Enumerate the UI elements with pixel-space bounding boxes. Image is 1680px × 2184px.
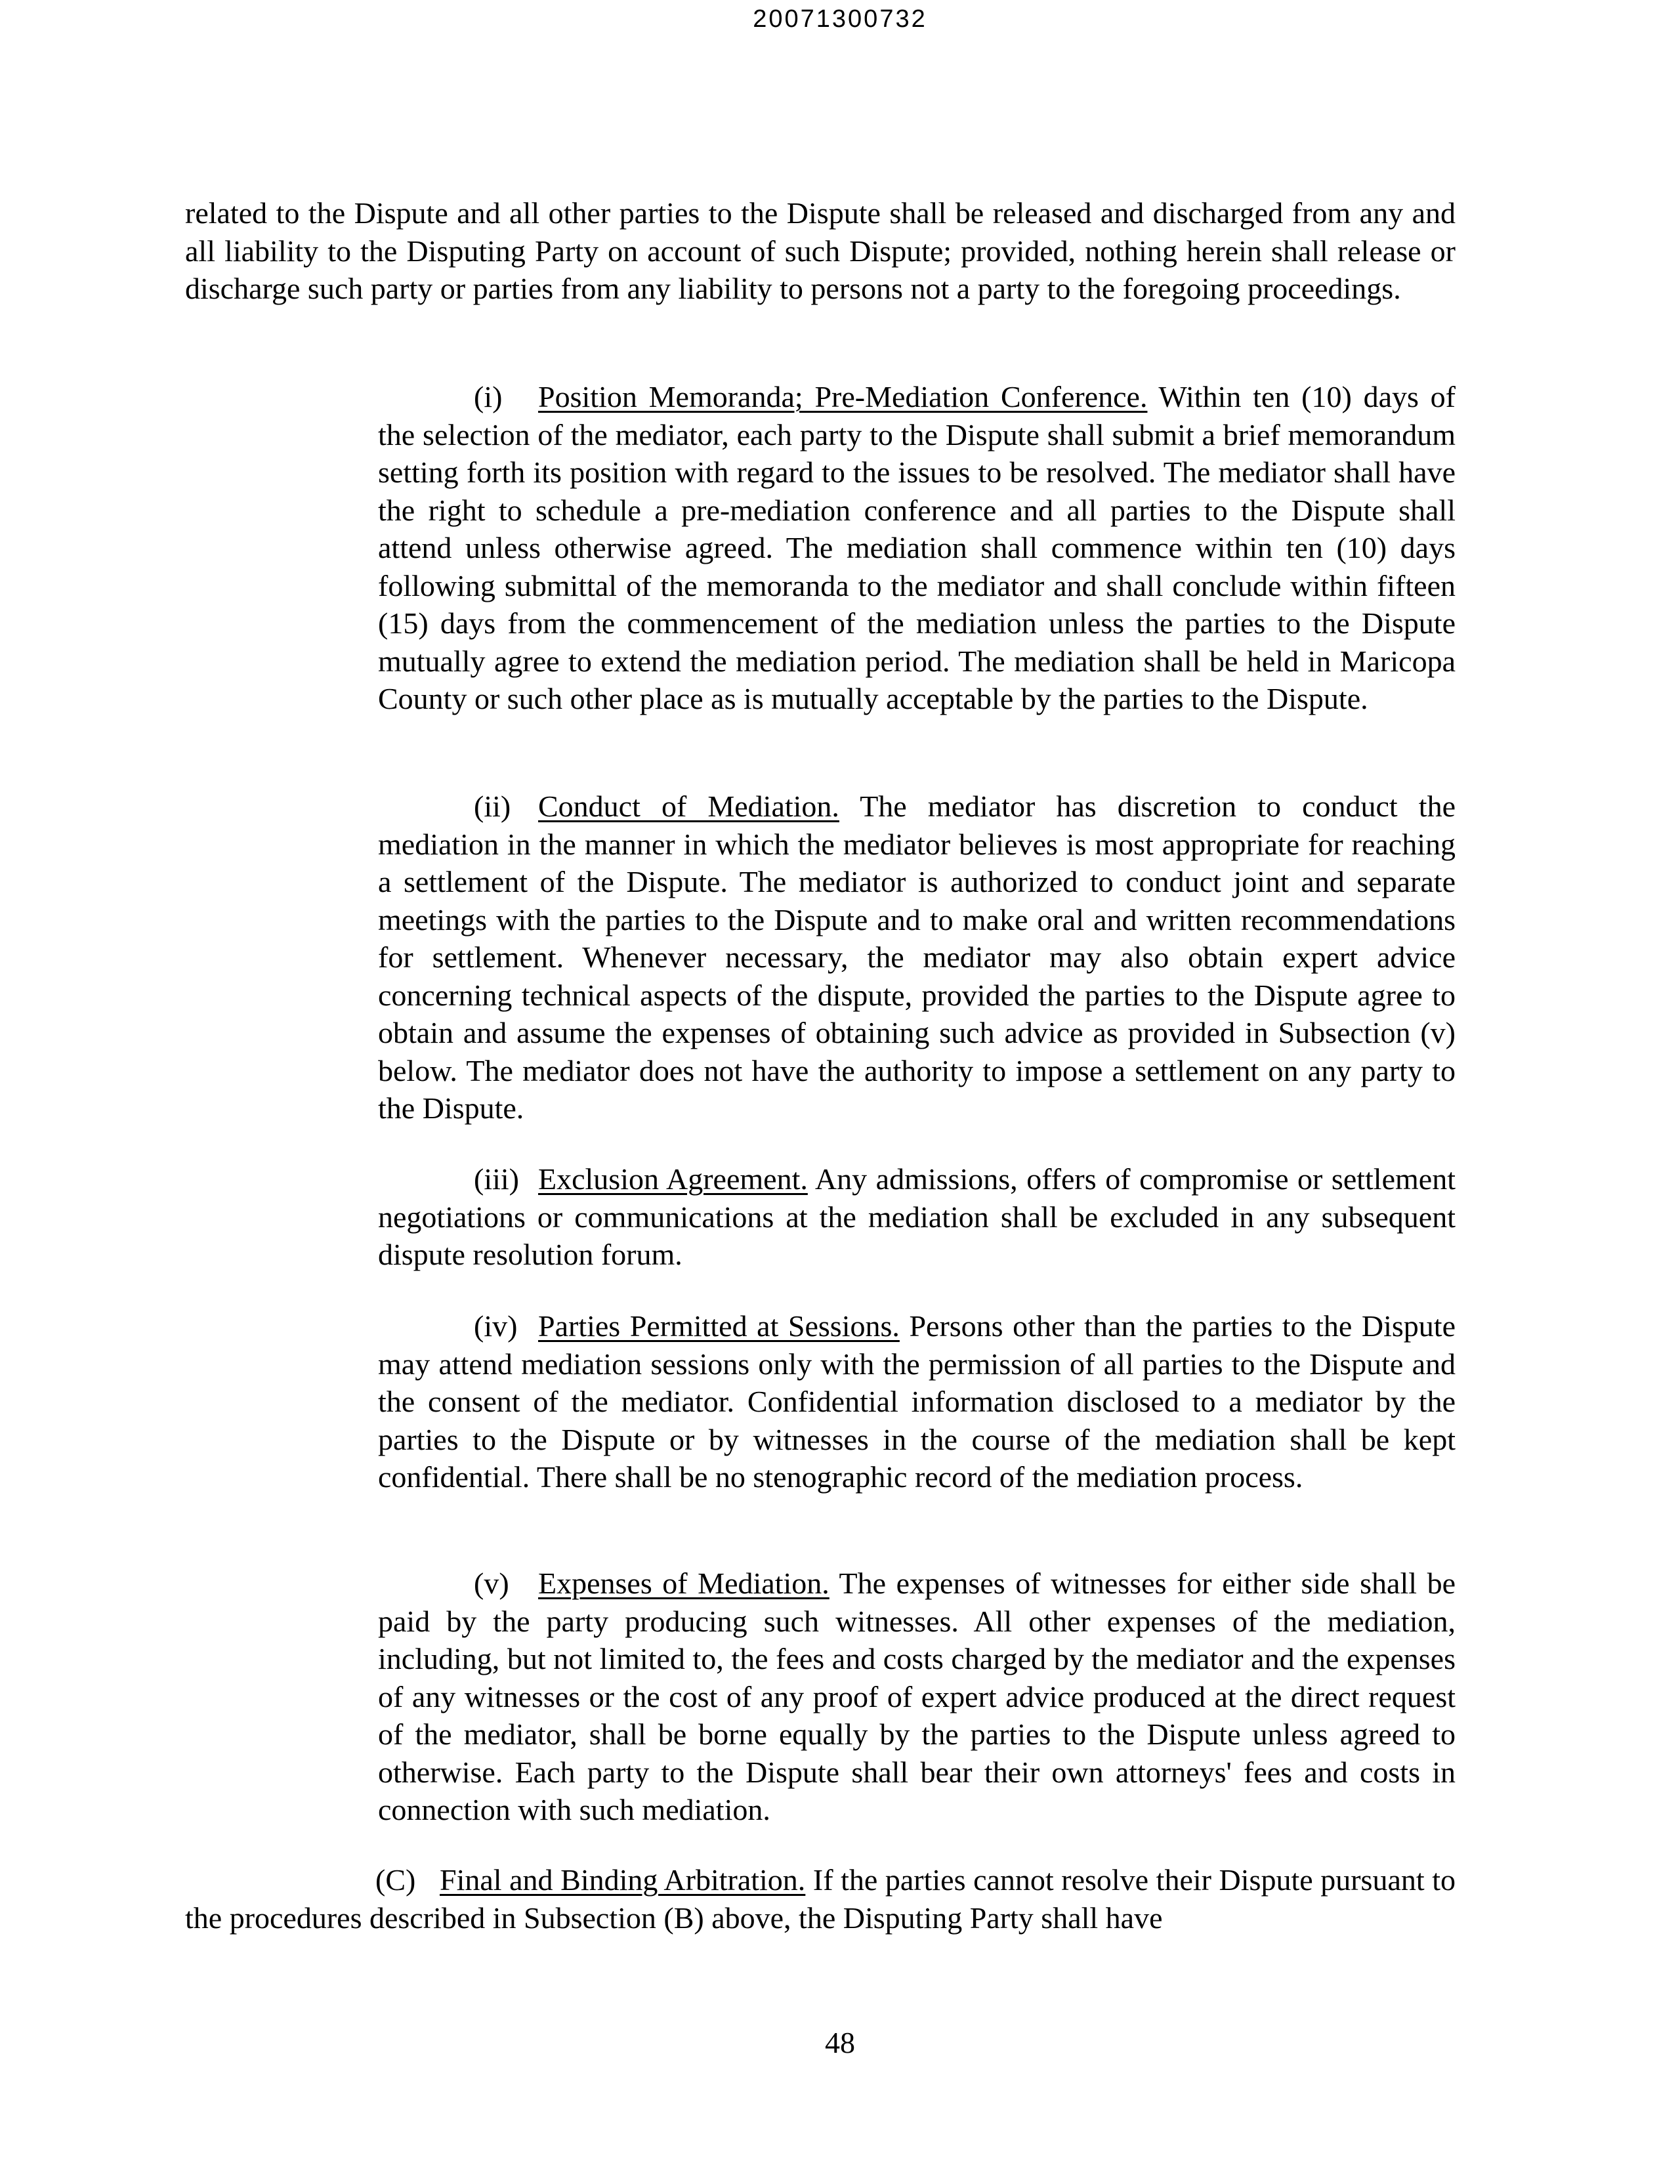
section-i-label: (i) — [474, 380, 503, 413]
section-c-paragraph — [185, 1861, 1456, 1937]
section-iv-label: (iv) — [474, 1309, 518, 1343]
section-i-body: Within ten (10) days of the selection of the mediator, each party to the Dispute shall submit a brief memorandum setting forth its position with regard to the issues to be resolved. The mediator shall have the right to schedule a pre-mediation conference and all parties to the Dispute shall attend unless otherwise agreed. The mediation shall commence within ten (10) days following submittal of the memoranda to the mediator and shall conclude within fifteen (15) days from the commencement of the mediation unless the parties to the Dispute mutually agree to extend the mediation period. The mediation shall be held in Maricopa County or such other place as is mutually acceptable by the parties to the Dispute. — [378, 380, 1456, 715]
section-iii-heading: Exclusion Agreement. — [538, 1162, 808, 1196]
section-iii-label: (iii) — [474, 1162, 519, 1196]
section-v-paragraph — [378, 1564, 1456, 1829]
continuation-paragraph: related to the Dispute and all other parties to the Dispute shall be released and discharged from any and all liability to the Disputing Party on account of such Dispute; provided, nothing herein shall release or discharge such party or parties from any liability to persons not a party to the foregoing proceedings. — [185, 196, 1456, 305]
section-ii-label: (ii) — [474, 789, 511, 823]
section-i-paragraph — [378, 378, 1456, 718]
section-ii-heading: Conduct of Mediation. — [538, 789, 839, 823]
section-ii-body: The mediator has discretion to conduct the mediation in the manner in which the mediator believes is most appropriate for reaching a settlement of the Dispute. The mediator is authorized to conduct joint and separate meetings with the parties to the Dispute and to make oral and written recommendations for settlement. Whenever necessary, the mediator may also obtain expert advice concerning technical aspects of the dispute, provided the parties to the Dispute agree to obtain and assume the expenses of obtaining such advice as provided in Subsection (v) below. The mediator does not have the authority to impose a settlement on any party to the Dispute. — [378, 789, 1456, 1125]
section-c-label: (C) — [375, 1863, 416, 1897]
section-i-heading: Position Memoranda; Pre-Mediation Conference. — [538, 380, 1148, 413]
section-c-body: If the parties cannot resolve their Dispute pursuant to the procedures described in Subsection (B) above, the Disputing Party shall have — [185, 1863, 1456, 1935]
section-iv-paragraph — [378, 1307, 1456, 1496]
section-v-heading: Expenses of Mediation. — [538, 1566, 830, 1600]
section-iii-paragraph — [378, 1160, 1456, 1274]
page-number: 48 — [825, 2026, 855, 2059]
section-iv-body: Persons other than the parties to the Dispute may attend mediation sessions only with the permission of all parties to the Dispute and the consent of the mediator. Confidential information disclosed to a mediator by the parties to the Dispute or by witnesses in the course of the mediation shall be kept confidential. There shall be no stenographic record of the mediation process. — [378, 1309, 1456, 1494]
section-c-heading: Final and Binding Arbitration. — [440, 1863, 806, 1897]
section-iv-heading: Parties Permitted at Sessions. — [538, 1309, 900, 1343]
section-ii-paragraph — [378, 788, 1456, 1127]
section-v-label: (v) — [474, 1566, 509, 1600]
section-v-body: The expenses of witnesses for either side shall be paid by the party producing such witnesses. All other expenses of the mediation, including, but not limited to, the fees and costs charged by the mediator and the expenses of any witnesses or the cost of any proof of expert advice produced at the direct request of the mediator, shall be borne equally by the parties to the Dispute unless agreed to otherwise. Each party to the Dispute shall bear their own attorneys' fees and costs in connection with such mediation. — [378, 1566, 1456, 1826]
section-iii-body: Any admissions, offers of compromise or settlement negotiations or communications at the mediation shall be excluded in any subsequent dispute resolution forum. — [378, 1162, 1456, 1271]
document-number: 20071300732 — [753, 5, 927, 33]
